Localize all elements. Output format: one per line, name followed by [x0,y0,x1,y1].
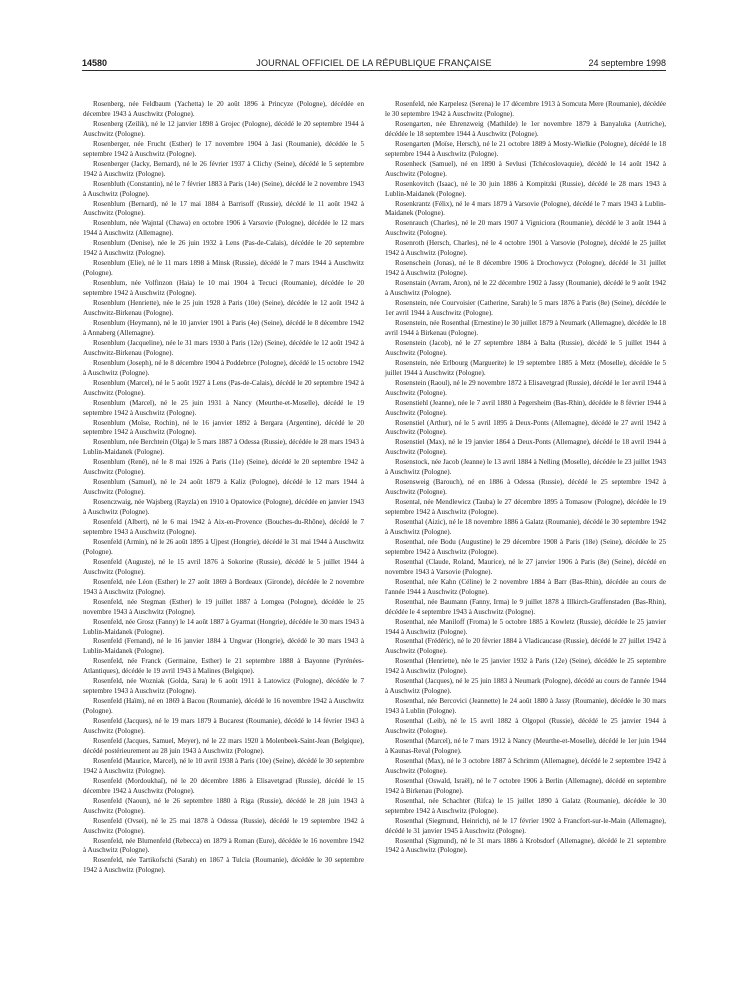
death-record-entry: Rosensweig (Barouch), né en 1886 à Odessa (Russie), décédé le 25 septembre 1942 à Auschwitz (Pologne). [385,478,666,497]
death-record-entry: Rosenblum (Henriette), née le 25 juin 1928 à Paris (10e) (Seine), décédée le 12 août 1942 à Auschwitz-Birkenau (Pologne). [83,299,364,318]
death-record-entry: Rosenstein, née Courvoisier (Catherine, Sarah) le 5 mars 1876 à Paris (8e) (Seine), décédée le 1er avril 1944 à Auschwitz (Pologne). [385,299,666,318]
death-record-entry: Rosenfeld (Maurice, Marcel), né le 10 avril 1938 à Paris (10e) (Seine), décédé le 30 septembre 1942 à Auschwitz (Pologne). [83,756,364,775]
death-record-entry: Rosenthal, née Schachter (Rifca) le 15 juillet 1890 à Galatz (Roumanie), décédée le 30 septembre 1942 à Auschwitz (Pologne). [385,796,666,815]
issue-date: 24 septembre 1998 [588,58,666,68]
death-record-entry: Rosenfeld, née Stegman (Esther) le 19 juillet 1887 à Lomgea (Pologne), décédée le 25 novembre 1943 à Auschwitz (Pologne). [83,597,364,616]
death-record-entry: Rosenthal (Henriette), née le 25 janvier 1932 à Paris (12e) (Seine), décédée le 25 septembre 1942 à Auschwitz (Pologne). [385,657,666,676]
death-record-entry: Rosenkovitch (Isaac), né le 30 juin 1886 à Kompitzki (Russie), décédé le 28 mars 1943 à Lublin-Maidanek (Pologne). [385,179,666,198]
death-record-entry: Rosenkrantz (Félix), né le 4 mars 1879 à Varsovie (Pologne), décédé le 7 mars 1943 à Lublin-Maidanek (Pologne). [385,199,666,218]
death-record-entry: Rosenstein, née Rosenthal (Ernestine) le 30 juillet 1879 à Neumark (Allemagne), décédée le 18 avril 1944 à Birkenau (Pologne). [385,318,666,337]
death-record-entry: Rosenfeld (Fernand), né le 16 janvier 1884 à Ungwar (Hongrie), décédé le 30 mars 1943 à Lublin-Maidanek (Pologne). [83,637,364,656]
header-rule [82,70,666,71]
death-record-entry: Rosenblum (Samuel), né le 24 août 1879 à Kaliz (Pologne), décédé le 12 mars 1944 à Auschwitz (Pologne). [83,478,364,497]
death-record-entry: Rosenstiel (Arthur), né le 5 avril 1895 à Deux-Ponts (Allemagne), décédé le 27 avril 1942 à Auschwitz (Pologne). [385,418,666,437]
death-record-entry: Rosenthal, née Maniloff (Froma) le 5 octobre 1885 à Kowletz (Russie), décédée le 25 janvier 1944 à Auschwitz (Pologne). [385,617,666,636]
death-record-entry: Rosenroth (Hersch, Charles), né le 4 octobre 1901 à Varsovie (Pologne), décédé le 25 juillet 1942 à Auschwitz (Pologne). [385,239,666,258]
death-record-entry: Rosenfeld (Ovsei), né le 25 mai 1878 à Odessa (Russie), décédé le 19 septembre 1942 à Auschwitz (Pologne). [83,816,364,835]
death-record-entry: Rosenstiehl (Jeanne), née le 7 avril 1880 à Pegersheim (Bas-Rhin), décédée le 8 février 1944 à Auschwitz (Pologne). [385,398,666,417]
death-record-entry: Rosenthal (Marcel), né le 7 mars 1912 à Nancy (Meurthe-et-Moselle), décédé le 1er juin 1944 à Kaunas-Reval (Pologne). [385,737,666,755]
death-record-entry: Rosenstock, née Jacob (Jeanne) le 13 avril 1884 à Nelling (Moselle), décédée le 23 juillet 1943 à Auschwitz (Pologne). [385,458,666,477]
left-column [83,100,364,876]
death-record-entry: Rosenfeld, née Grosz (Fanny) le 14 août 1887 à Gyarmat (Hongrie), décédée le 30 mars 1943 à Lublin-Maidanek (Pologne). [83,617,364,636]
death-record-entry: Rosenblum (Bernard), né le 17 mai 1884 à Barrisoff (Russie), décédé le 11 août 1942 à Auschwitz (Pologne). [83,199,364,218]
death-record-entry: Rosenrauch (Charles), né le 20 mars 1907 à Vigniciora (Roumanie), décédé le 3 août 1944 à Auschwitz (Pologne). [385,219,666,238]
death-record-entry: Rosenblum (René), né le 8 mai 1926 à Paris (11e) (Seine), décédé le 20 septembre 1942 à Auschwitz (Pologne). [83,458,364,477]
death-record-entry: Rosenblum (Joseph), né le 8 décembre 1904 à Poddebrce (Pologne), décédé le 15 octobre 1942 à Auschwitz (Pologne). [83,358,364,377]
death-record-entry: Rosenthal (Frédéric), né le 20 février 1884 à Vladicaucase (Russie), décédé le 27 juillet 1942 à Auschwitz (Pologne). [385,637,666,656]
death-record-entry: Rosenfeld (Auguste), né le 15 avril 1876 à Sokorine (Russie), décédé le 5 juillet 1944 à Auschwitz (Pologne). [83,557,364,576]
page-number: 14580 [82,58,108,68]
death-record-entry: Rosenthal (Leib), né le 15 avril 1882 à Olgopol (Russie), décédé le 25 janvier 1944 à Auschwitz (Pologne). [385,717,666,736]
death-record-entry: Rosenthal (Max), né le 3 octobre 1887 à Schrimm (Allemagne), décédé le 2 septembre 1942 à Auschwitz (Pologne). [385,756,666,775]
death-record-entry: Rosenthal, née Bercovici (Jeannette) le 24 août 1880 à Jassy (Roumanie), décédée le 30 mars 1943 à Lublin (Pologne). [385,697,666,716]
death-record-entry: Rosenblum (Marcel), né le 5 août 1927 à Lens (Pas-de-Calais), décédé le 20 septembre 1942 à Auschwitz (Pologne). [83,378,364,397]
right-column [385,100,666,856]
death-record-entry: Rosenthal, née Bodu (Augustine) le 29 décembre 1908 à Paris (18e) (Seine), décédée le 25 septembre 1942 à Auschwitz (Pologne). [385,537,666,556]
death-record-entry: Rosenthal (Jacques), né le 25 juin 1883 à Neumark (Pologne), décédé au cours de l'année 1944 à Auschwitz (Pologne). [385,677,666,696]
death-record-entry: Rosenthal (Aizic), né le 18 novembre 1886 à Galatz (Roumanie), décédé le 30 septembre 1942 à Auschwitz (Pologne). [385,518,666,536]
death-record-entry: Rosenschein (Jonas), né le 8 décembre 1906 à Drochowycz (Pologne), décédé le 31 juillet 1942 à Auschwitz (Pologne). [385,259,666,278]
death-record-entry: Rosenfeld (Armin), né le 26 août 1895 à Ujpest (Hongrie), décédé le 31 mai 1944 à Auschwitz (Pologne). [83,537,364,556]
death-record-entry: Rosenblum (Elie), né le 11 mars 1898 à Minsk (Russie), décédé le 7 mars 1944 à Auschwitz (Pologne). [83,259,364,278]
death-record-entry: Rosenblum (Jacqueline), née le 31 mars 1930 à Paris (12e) (Seine), décédée le 12 août 1942 à Auschwitz-Birkenau (Pologne). [83,338,364,357]
death-record-entry: Rosenstain (Avram, Aron), né le 22 décembre 1902 à Jassy (Roumanie), décédé le 9 août 1942 à Auschwitz (Pologne). [385,279,666,298]
death-record-entry: Rosenberger (Jacky, Bernard), né le 26 février 1937 à Clichy (Seine), décédé le 5 septembre 1942 à Auschwitz (Pologne). [83,159,364,178]
death-record-entry: Rosenfeld, née Karpelesz (Serena) le 17 décembre 1913 à Somcuta Mere (Roumanie), décédée le 30 septembre 1942 à Auschwitz (Pologne). [385,100,666,118]
journal-title: JOURNAL OFFICIEL DE LA RÉPUBLIQUE FRANÇAISE [256,58,492,68]
death-record-entry: Rosenstein, née Erlbourg (Marguerite) le 19 septembre 1885 à Metz (Moselle), décédée le 5 juillet 1944 à Auschwitz (Pologne). [385,358,666,377]
death-record-entry: Rosengarten (Moïse, Hersch), né le 21 octobre 1889 à Mosty-Wielkie (Pologne), décédé le 18 septembre 1944 à Auschwitz (Pologne). [385,139,666,158]
death-record-entry: Rosenstiel (Max), né le 19 janvier 1864 à Deux-Ponts (Allemagne), décédé le 18 avril 1944 à Auschwitz (Pologne). [385,438,666,457]
death-record-entry: Rosenstein (Raoul), né le 29 novembre 1872 à Elisavetgrad (Russie), décédé le 1er avril 1944 à Auschwitz (Pologne). [385,378,666,397]
death-record-entry: Rosenheck (Samuel), né en 1890 à Sevlusi (Tchécoslovaquie), décédé le 14 août 1942 à Auschwitz (Pologne). [385,159,666,178]
death-record-entry: Rosenberg, née Feldbaum (Yachetta) le 20 août 1896 à Princyze (Pologne), décédée en décembre 1943 à Auschwitz (Pologne). [83,100,364,118]
death-record-entry: Rosenbluth (Constantin), né le 7 février 1883 à Paris (14e) (Seine), décédé le 2 novembre 1943 à Auschwitz (Pologne). [83,179,364,198]
death-record-entry: Rosenberger, née Frucht (Esther) le 17 novembre 1904 à Jasi (Roumanie), décédée le 5 septembre 1942 à Auschwitz (Pologne). [83,139,364,158]
death-record-entry: Rosenblum (Heymann), né le 10 janvier 1901 à Paris (4e) (Seine), décédé le 8 décembre 1942 à Annaberg (Allemagne). [83,318,364,337]
death-record-entry: Rosenblum (Moïse, Rochin), né le 16 janvier 1892 à Bergara (Argentine), décédé le 20 septembre 1942 à Auschwitz (Pologne). [83,418,364,437]
death-record-entry: Rosenblum, née Volfinzon (Haia) le 10 mai 1904 à Tecuci (Roumanie), décédée le 20 septembre 1942 à Auschwitz (Pologne). [83,279,364,298]
death-record-entry: Rosengarten, née Ehrenzweig (Mathilde) le 1er novembre 1879 à Banyaluka (Autriche), décédée le 18 septembre 1944 à Auschwitz (Pologne). [385,119,666,138]
death-record-entry: Rosenfeld (Mordoukhaï), né le 20 décembre 1886 à Elisavetgrad (Russie), décédé le 15 décembre 1942 à Auschwitz (Pologne). [83,776,364,795]
death-record-entry: Rosenberg (Zeilik), né le 12 janvier 1898 à Grojec (Pologne), décédé le 20 septembre 1944 à Auschwitz (Pologne). [83,119,364,138]
death-record-entry: Rosenfeld (Jacques, Samuel, Meyer), né le 22 mars 1920 à Molenbeek-Saint-Jean (Belgique), décédé postérieurement au 28 juin 1943 à Auschwitz (Pologne). [83,737,364,755]
death-record-entry: Rosenthal (Oswald, Israël), né le 7 octobre 1906 à Berlin (Allemagne), décédé en septembre 1942 à Birkenau (Pologne). [385,776,666,795]
death-record-entry: Rosenthal, née Kahn (Céline) le 2 novembre 1884 à Barr (Bas-Rhin), décédée au cours de l'année 1944 à Auschwitz (Pologne). [385,577,666,596]
death-record-entry: Rosenstein (Jacob), né le 27 septembre 1884 à Balta (Russie), décédé le 5 juillet 1944 à Auschwitz (Pologne). [385,338,666,357]
death-record-entry: Rosenfeld, née Wozniak (Golda, Sara) le 6 août 1911 à Latowicz (Pologne), décédée le 7 septembre 1943 à Auschwitz (Pologne). [83,677,364,696]
death-record-entry: Rosenfeld (Jacques), né le 19 mars 1879 à Bucarest (Roumanie), décédé le 14 février 1943 à Auschwitz (Pologne). [83,717,364,736]
death-record-entry: Rosenthal (Sigmund), né le 31 mars 1886 à Krobsdorf (Allemagne), décédé le 21 septembre 1942 à Auschwitz (Pologne). [385,836,666,855]
death-record-entry: Rosenfeld, née Franck (Germaine, Esther) le 21 septembre 1888 à Bayonne (Pyrénées-Atlantiques), décédée le 19 avril 1943 à Malines (Belgique). [83,657,364,676]
death-record-entry: Rosenfeld (Haïm), né en 1869 à Bacou (Roumanie), décédé le 16 novembre 1942 à Auschwitz (Pologne). [83,697,364,716]
death-record-entry: Rosenfeld, née Blumenfeld (Rebecca) en 1879 à Roman (Eure), décédée le 16 novembre 1942 à Auschwitz (Pologne). [83,836,364,855]
death-record-entry: Rosenfeld, née Tartikofschi (Sarah) en 1867 à Tulcia (Roumanie), décédée le 30 septembre 1942 à Auschwitz (Pologne). [83,856,364,875]
death-record-entry: Rosenblum, née Berchtein (Olga) le 5 mars 1887 à Odessa (Russie), décédée le 28 mars 1943 à Lublin-Maidanek (Pologne). [83,438,364,457]
death-record-entry: Rosenfeld, née Léon (Esther) le 27 août 1869 à Bordeaux (Gironde), décédée le 2 novembre 1943 à Auschwitz (Pologne). [83,577,364,596]
death-record-entry: Rosenthal (Siegmund, Heinrich), né le 17 février 1902 à Francfort-sur-le-Main (Allemagne), décédé le 31 janvier 1945 à Auschwitz (Pologne). [385,816,666,835]
death-record-entry: Rosenblum, née Wajntal (Chawa) en octobre 1906 à Varsovie (Pologne), décédée le 12 mars 1944 à Auschwitz (Allemagne). [83,219,364,238]
death-record-entry: Rosental, née Mendlewicz (Tauba) le 27 décembre 1895 à Tomasow (Pologne), décédée le 19 septembre 1942 à Auschwitz (Pologne). [385,498,666,517]
death-record-entry: Rosenthal (Claude, Roland, Maurice), né le 27 janvier 1906 à Paris (8e) (Seine), décédé en novembre 1943 à Varsovie (Pologne). [385,557,666,576]
death-record-entry: Rosenfeld (Albert), né le 6 mai 1942 à Aix-en-Provence (Bouches-du-Rhône), décédé le 7 septembre 1943 à Auschwitz (Pologne). [83,518,364,536]
death-record-entry: Rosenblum (Denise), née le 26 juin 1932 à Lens (Pas-de-Calais), décédée le 20 septembre 1942 à Auschwitz (Pologne). [83,239,364,258]
death-record-entry: Rosenthal, née Baumann (Fanny, Irma) le 9 juillet 1878 à Illkirch-Graffenstaden (Bas-Rhin), décédée le 4 septembre 1943 à Auschwitz (Pologne). [385,597,666,616]
death-record-entry: Rosenfeld (Naoun), né le 26 septembre 1880 à Riga (Russie), décédé le 28 juin 1943 à Auschwitz (Pologne). [83,796,364,815]
death-record-entry: Rosenblum (Marcel), né le 25 juin 1931 à Nancy (Meurthe-et-Moselle), décédé le 19 septembre 1942 à Auschwitz (Pologne). [83,398,364,417]
death-record-entry: Rosenczwaig, née Wajsberg (Rayzla) en 1910 à Opatowice (Pologne), décédée en janvier 1943 à Auschwitz (Pologne). [83,498,364,517]
